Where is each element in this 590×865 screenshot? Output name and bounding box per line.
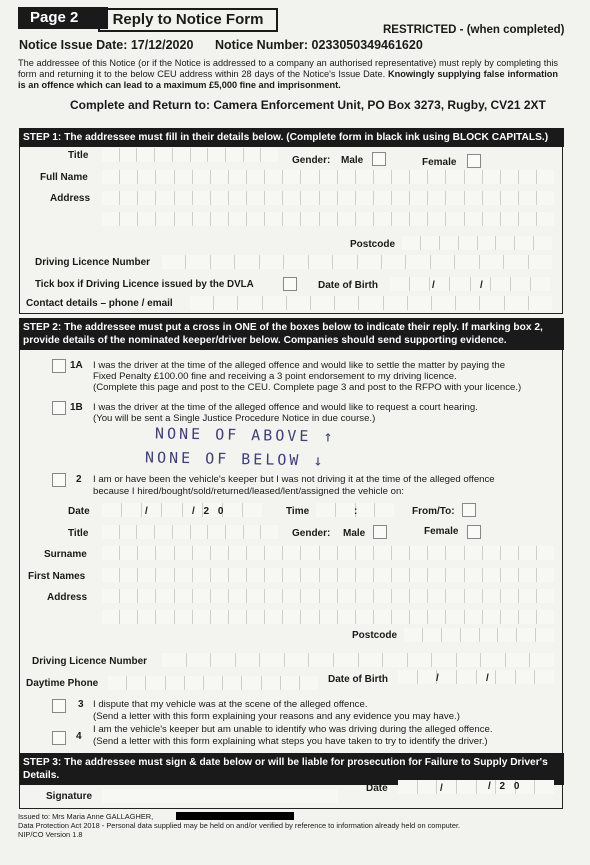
option-3-line1: I dispute that my vehicle was at the scene of the alleged offence. (93, 699, 368, 710)
step1-contact-field[interactable] (190, 296, 552, 310)
option-4-number: 4 (76, 731, 82, 742)
notice-number: Notice Number: 023305034946162​0 (215, 38, 423, 52)
step2-time-sep: : (354, 506, 358, 517)
step1-full-name-label: Full Name (40, 172, 88, 183)
step2-date-year: / 2 0 (192, 506, 227, 517)
option-2-checkbox[interactable] (52, 473, 66, 487)
step2-date-field[interactable] (102, 503, 262, 517)
option-3-checkbox[interactable] (52, 699, 66, 713)
step1-dob-sep1: / (432, 280, 435, 291)
step2-surname-label: Surname (44, 549, 87, 560)
step2-title-label: Title (68, 528, 89, 539)
step1-postcode-label: Postcode (350, 239, 396, 250)
step1-address-label: Address (50, 193, 91, 204)
option-1b-number: 1B (70, 402, 83, 413)
step1-dvla-label: Tick box if Driving Licence issued by the DVLA (35, 279, 254, 290)
option-2-line2: because I hired/bought/sold/returned/leased/lent/assigned the vehicle on: (93, 486, 404, 497)
step2-dob-label: Date of Birth (328, 674, 388, 685)
option-4-line2: (Send a letter with this form explaining what steps you have taken to try to identify the driver.) (93, 736, 488, 747)
step3-date-field[interactable] (398, 780, 554, 794)
option-1a-number: 1A (70, 360, 83, 371)
step2-first-names-field[interactable] (102, 568, 554, 582)
restricted-label: RESTRICTED - (when completed) (383, 24, 565, 36)
step1-licence-label: Driving Licence Number (35, 257, 151, 268)
handwriting-none-of-above: NONE OF ABOVE ↑ (154, 424, 336, 446)
option-3-number: 3 (78, 699, 84, 710)
step2-time-label: Time (286, 506, 310, 517)
option-2-line1: I am or have been the vehicle's keeper but I was not driving it at the time of the alleged offence (93, 474, 495, 485)
step2-daytime-phone-label: Daytime Phone (26, 678, 99, 689)
step2-postcode-field[interactable] (404, 628, 554, 642)
step2-address-label: Address (47, 592, 88, 603)
step2-licence-field[interactable] (162, 653, 554, 667)
option-3-line2: (Send a letter with this form explaining your reasons and any evidence you may have.) (93, 711, 460, 722)
return-address: Complete and Return to: Camera Enforcement Unit, PO Box 3273, Rugby, CV21 2XT (70, 98, 546, 112)
step1-male-label: Male (341, 155, 364, 166)
step2-gender-label: Gender: (292, 528, 331, 539)
step2-address-line2[interactable] (102, 610, 554, 624)
option-4-line1: I am the vehicle's keeper but am unable to identify who was driving during the alleged offence. (93, 724, 493, 735)
step2-female-checkbox[interactable] (467, 525, 481, 539)
step1-gender-label: Gender: (292, 155, 331, 166)
step3-bar: STEP 3: The addressee must sign & date below or will be liable for prosecution for Failure to Supply Driver's Details. (19, 753, 564, 785)
step2-from-to-label: From/To: (412, 506, 455, 517)
option-2-number: 2 (76, 474, 82, 485)
option-1b-checkbox[interactable] (52, 401, 66, 415)
step2-female-label: Female (424, 526, 459, 537)
step1-title-field[interactable] (102, 148, 278, 162)
step2-bar: STEP 2: The addressee must put a cross in ONE of the boxes below to indicate their reply. If marking box 2, provide details of the nominated keeper/driver below. Companies should send supporting evidence. (19, 318, 564, 350)
step2-male-label: Male (343, 528, 366, 539)
option-1a-line2: Fixed Penalty £100.00 fine and receiving a 3 point endorsement to my driving licence. (93, 371, 457, 382)
step2-address-line1[interactable] (102, 589, 554, 603)
step2-dob-field[interactable] (398, 670, 554, 684)
step3-date-sep: / (440, 783, 443, 794)
step2-male-checkbox[interactable] (373, 525, 387, 539)
footer-issued-to: Issued to: Mrs Maria Anne GALLAGHER, (18, 812, 154, 821)
redaction-bar (176, 812, 294, 820)
step2-date-label: Date (68, 506, 90, 517)
option-4-checkbox[interactable] (52, 731, 66, 745)
step2-title-field[interactable] (102, 525, 278, 539)
step1-bar: STEP 1: The addressee must fill in their details below. (Complete form in black ink using BLOCK CAPITALS.) (19, 128, 564, 147)
step1-dob-label: Date of Birth (318, 280, 378, 291)
step1-dvla-checkbox[interactable] (283, 277, 297, 291)
step1-title-label: Title (68, 150, 89, 161)
footer-version: NIP/CO Version 1.8 (18, 830, 83, 839)
form-title: Reply to Notice Form (98, 8, 278, 32)
step2-first-names-label: First Names (28, 571, 86, 582)
intro-p1: The addressee of this Notice (or if the Notice is addressed to a company an authorised representative) must reply by completing this form and returning it to the below CEU address within 28 days of the Notice's Issue Date. (18, 58, 558, 79)
intro-warning: Knowingly supplying false information is an offence which can lead to a maximum £5,000 fine and imprisonment. (18, 69, 558, 90)
step1-postcode-field[interactable] (402, 236, 552, 250)
step1-contact-label: Contact details – phone / email (26, 298, 173, 309)
step2-daytime-phone-field[interactable] (108, 676, 318, 690)
step1-female-label: Female (422, 157, 457, 168)
handwriting-none-of-below: NONE OF BELOW ↓ (144, 448, 326, 470)
footer-data-protection: Data Protection Act 2018 - Personal data supplied may be held on and/or verified by reference to information already held on computer. (18, 821, 461, 830)
step1-full-name-field[interactable] (102, 170, 554, 184)
step1-dob-field[interactable] (390, 277, 550, 291)
step3-date-year: / 2 0 (488, 781, 523, 792)
step2-licence-label: Driving Licence Number (32, 656, 148, 667)
step2-postcode-label: Postcode (352, 630, 398, 641)
step2-date-sep: / (145, 506, 148, 517)
step3-signature-label: Signature (46, 791, 93, 802)
step3-date-label: Date (366, 783, 388, 794)
step1-licence-field[interactable] (162, 255, 552, 269)
option-1b-line1: I was the driver at the time of the alleged offence and would like to request a court hearing. (93, 402, 478, 413)
option-1a-checkbox[interactable] (52, 359, 66, 373)
step2-dob-sep2: / (486, 673, 489, 684)
step2-from-to-checkbox[interactable] (462, 503, 476, 517)
step1-dob-sep2: / (480, 280, 483, 291)
step2-dob-sep1: / (436, 673, 439, 684)
signature-field[interactable] (102, 789, 338, 803)
intro-text (18, 58, 558, 91)
option-1a-line3: (Complete this page and post to the CEU. Complete page 3 and post to the RFPO with your licence.) (93, 382, 522, 393)
step1-address-line2[interactable] (102, 212, 554, 226)
step1-address-line1[interactable] (102, 191, 554, 205)
option-1b-line2: (You will be sent a Single Justice Procedure Notice in due course.) (93, 413, 376, 424)
option-1a-line1: I was the driver at the time of the alleged offence and would like to settle the matter by paying the (93, 360, 506, 371)
page-label: Page 2 (18, 7, 108, 29)
step1-female-checkbox[interactable] (467, 154, 481, 168)
notice-issue-date: Notice Issue Date: 17/12/2020 (19, 38, 194, 52)
step1-male-checkbox[interactable] (372, 152, 386, 166)
step2-surname-field[interactable] (102, 546, 554, 560)
